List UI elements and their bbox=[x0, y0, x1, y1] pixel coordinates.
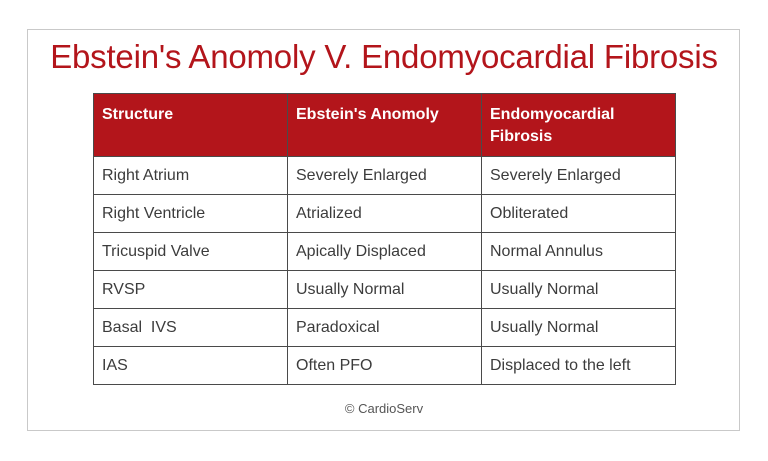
cell-ebsteins: Usually Normal bbox=[288, 271, 482, 309]
cell-structure: IAS bbox=[94, 347, 288, 385]
page-title: Ebstein's Anomoly V. Endomyocardial Fibrosis bbox=[50, 38, 718, 75]
cell-ebsteins: Paradoxical bbox=[288, 309, 482, 347]
cell-ebsteins: Often PFO bbox=[288, 347, 482, 385]
cell-ebsteins: Severely Enlarged bbox=[288, 157, 482, 195]
cell-emf: Severely Enlarged bbox=[482, 157, 676, 195]
cell-emf: Usually Normal bbox=[482, 271, 676, 309]
table-header-row bbox=[94, 94, 676, 157]
cell-emf: Normal Annulus bbox=[482, 233, 676, 271]
comparison-table bbox=[93, 93, 676, 385]
cell-structure: Tricuspid Valve bbox=[94, 233, 288, 271]
cell-emf: Usually Normal bbox=[482, 309, 676, 347]
table-row bbox=[94, 271, 676, 309]
table-row bbox=[94, 233, 676, 271]
cell-emf: Obliterated bbox=[482, 195, 676, 233]
header-structure: Structure bbox=[94, 94, 288, 157]
table-row bbox=[94, 347, 676, 385]
cell-structure: Basal IVS bbox=[94, 309, 288, 347]
cell-structure: Right Ventricle bbox=[94, 195, 288, 233]
cell-ebsteins: Apically Displaced bbox=[288, 233, 482, 271]
table-row bbox=[94, 157, 676, 195]
copyright-notice: © CardioServ bbox=[344, 401, 424, 416]
cell-emf: Displaced to the left bbox=[482, 347, 676, 385]
header-ebsteins-anomoly: Ebstein's Anomoly bbox=[288, 94, 482, 157]
cell-ebsteins: Atrialized bbox=[288, 195, 482, 233]
table-row bbox=[94, 195, 676, 233]
table-row bbox=[94, 309, 676, 347]
cell-structure: Right Atrium bbox=[94, 157, 288, 195]
header-endomyocardial-fibrosis: Endomyocardial Fibrosis bbox=[482, 94, 676, 157]
cell-structure: RVSP bbox=[94, 271, 288, 309]
